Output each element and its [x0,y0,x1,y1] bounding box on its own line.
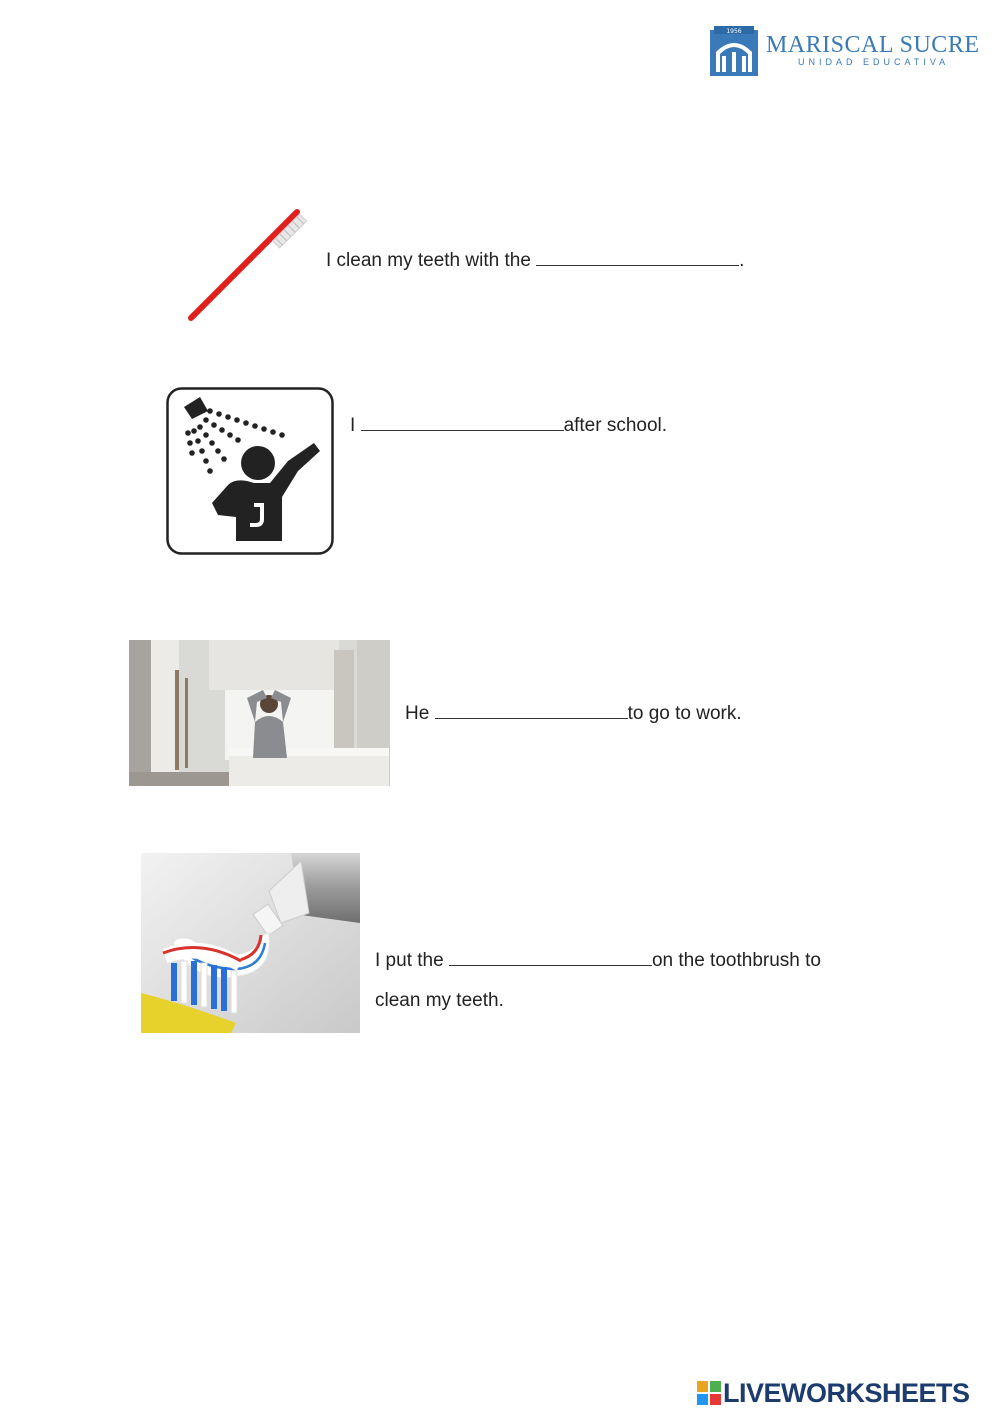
liveworksheets-brand: LIVEWORKSHEETS [723,1378,970,1408]
toothpaste-photo [141,853,360,1033]
sentence-3-start: He [405,703,435,724]
liveworksheets-logo [697,1376,997,1410]
answer-blank-3[interactable] [435,717,628,719]
answer-blank-4[interactable] [449,964,652,966]
answer-blank-2[interactable] [361,429,564,431]
school-subtitle: UNIDAD EDUCATIVA [798,57,950,67]
sentence-1-start: I clean my teeth with the [326,250,537,271]
svg-text:1956: 1956 [726,28,742,35]
sentence-4 [375,950,821,973]
answer-blank-1[interactable] [536,264,739,266]
sentence-3 [405,703,742,726]
man-waking-up-photo [129,640,390,786]
sentence-2 [350,415,667,438]
school-emblem-icon [708,24,760,78]
sentence-4-start: I put the [375,950,449,971]
sentence-2-end: after school. [563,415,668,436]
sentence-1-end: . [739,250,745,271]
school-name: MARISCAL SUCRE [766,32,980,58]
toothbrush-icon [185,205,315,325]
sentence-4-continuation: clean my teeth. [375,990,504,1011]
sentence-2-start: I [350,415,361,436]
liveworksheets-grid-icon [697,1381,721,1405]
sentence-3-end: to go to work. [627,703,742,724]
sentence-4-end: on the toothbrush to [651,950,821,971]
sentence-1 [326,250,744,273]
shower-icon [166,387,334,555]
school-logo [708,24,978,80]
